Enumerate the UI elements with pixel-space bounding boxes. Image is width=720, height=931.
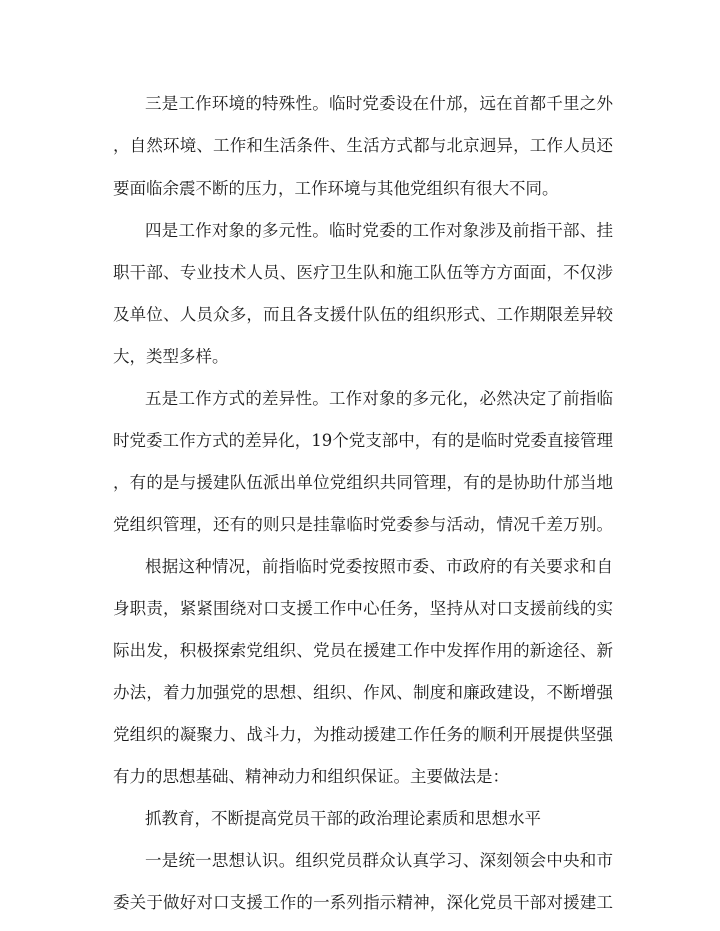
paragraph-line: 大，类型多样。: [113, 347, 229, 366]
paragraph-line: 三是工作环境的特殊性。临时党委设在什邡，远在首都千里之外: [145, 94, 613, 113]
paragraph-line: 职干部、专业技术人员、医疗卫生队和施工队伍等方方面面，不仅涉: [113, 263, 613, 282]
paragraph-line: 五是工作方式的差异性。工作对象的多元化，必然决定了前指临: [145, 389, 613, 408]
paragraph-line: 要面临余震不断的压力，工作环境与其他党组织有很大不同。: [113, 179, 559, 198]
paragraph-line: 委关于做好对口支援工作的一系列指示精神，深化党员干部对援建工: [113, 893, 613, 912]
paragraph-line: 党组织的凝聚力、战斗力，为推动援建工作任务的顺利开展提供坚强: [113, 725, 613, 744]
paragraph-line: ，自然环境、工作和生活条件、生活方式都与北京迥异，工作人员还: [113, 136, 613, 155]
paragraph-line: 有力的思想基础、精神动力和组织保证。主要做法是：: [113, 767, 509, 786]
paragraph-line: 及单位、人员众多，而且各支援什队伍的组织形式、工作期限差异较: [113, 305, 613, 324]
paragraph-line: 一是统一思想认识。组织党员群众认真学习、深刻领会中央和市: [145, 851, 613, 870]
paragraph-line: 根据这种情况，前指临时党委按照市委、市政府的有关要求和自: [145, 557, 613, 576]
paragraph-line: ，有的是与援建队伍派出单位党组织共同管理，有的是协助什邡当地: [113, 473, 613, 492]
paragraph-line: 办法，着力加强党的思想、组织、作风、制度和廉政建设，不断增强: [113, 683, 613, 702]
paragraph-line: 时党委工作方式的差异化，19个党支部中，有的是临时党委直接管理: [113, 431, 613, 450]
paragraph-line: 身职责，紧紧围绕对口支援工作中心任务，坚持从对口支援前线的实: [113, 599, 613, 618]
paragraph-line: 四是工作对象的多元性。临时党委的工作对象涉及前指干部、挂: [145, 221, 613, 240]
paragraph-line: 际出发，积极探索党组织、党员在援建工作中发挥作用的新途径、新: [113, 641, 613, 660]
section-heading: 抓教育，不断提高党员干部的政治理论素质和思想水平: [145, 809, 541, 828]
paragraph-line: 党组织管理，还有的则只是挂靠临时党委参与活动，情况千差万别。: [113, 515, 613, 534]
